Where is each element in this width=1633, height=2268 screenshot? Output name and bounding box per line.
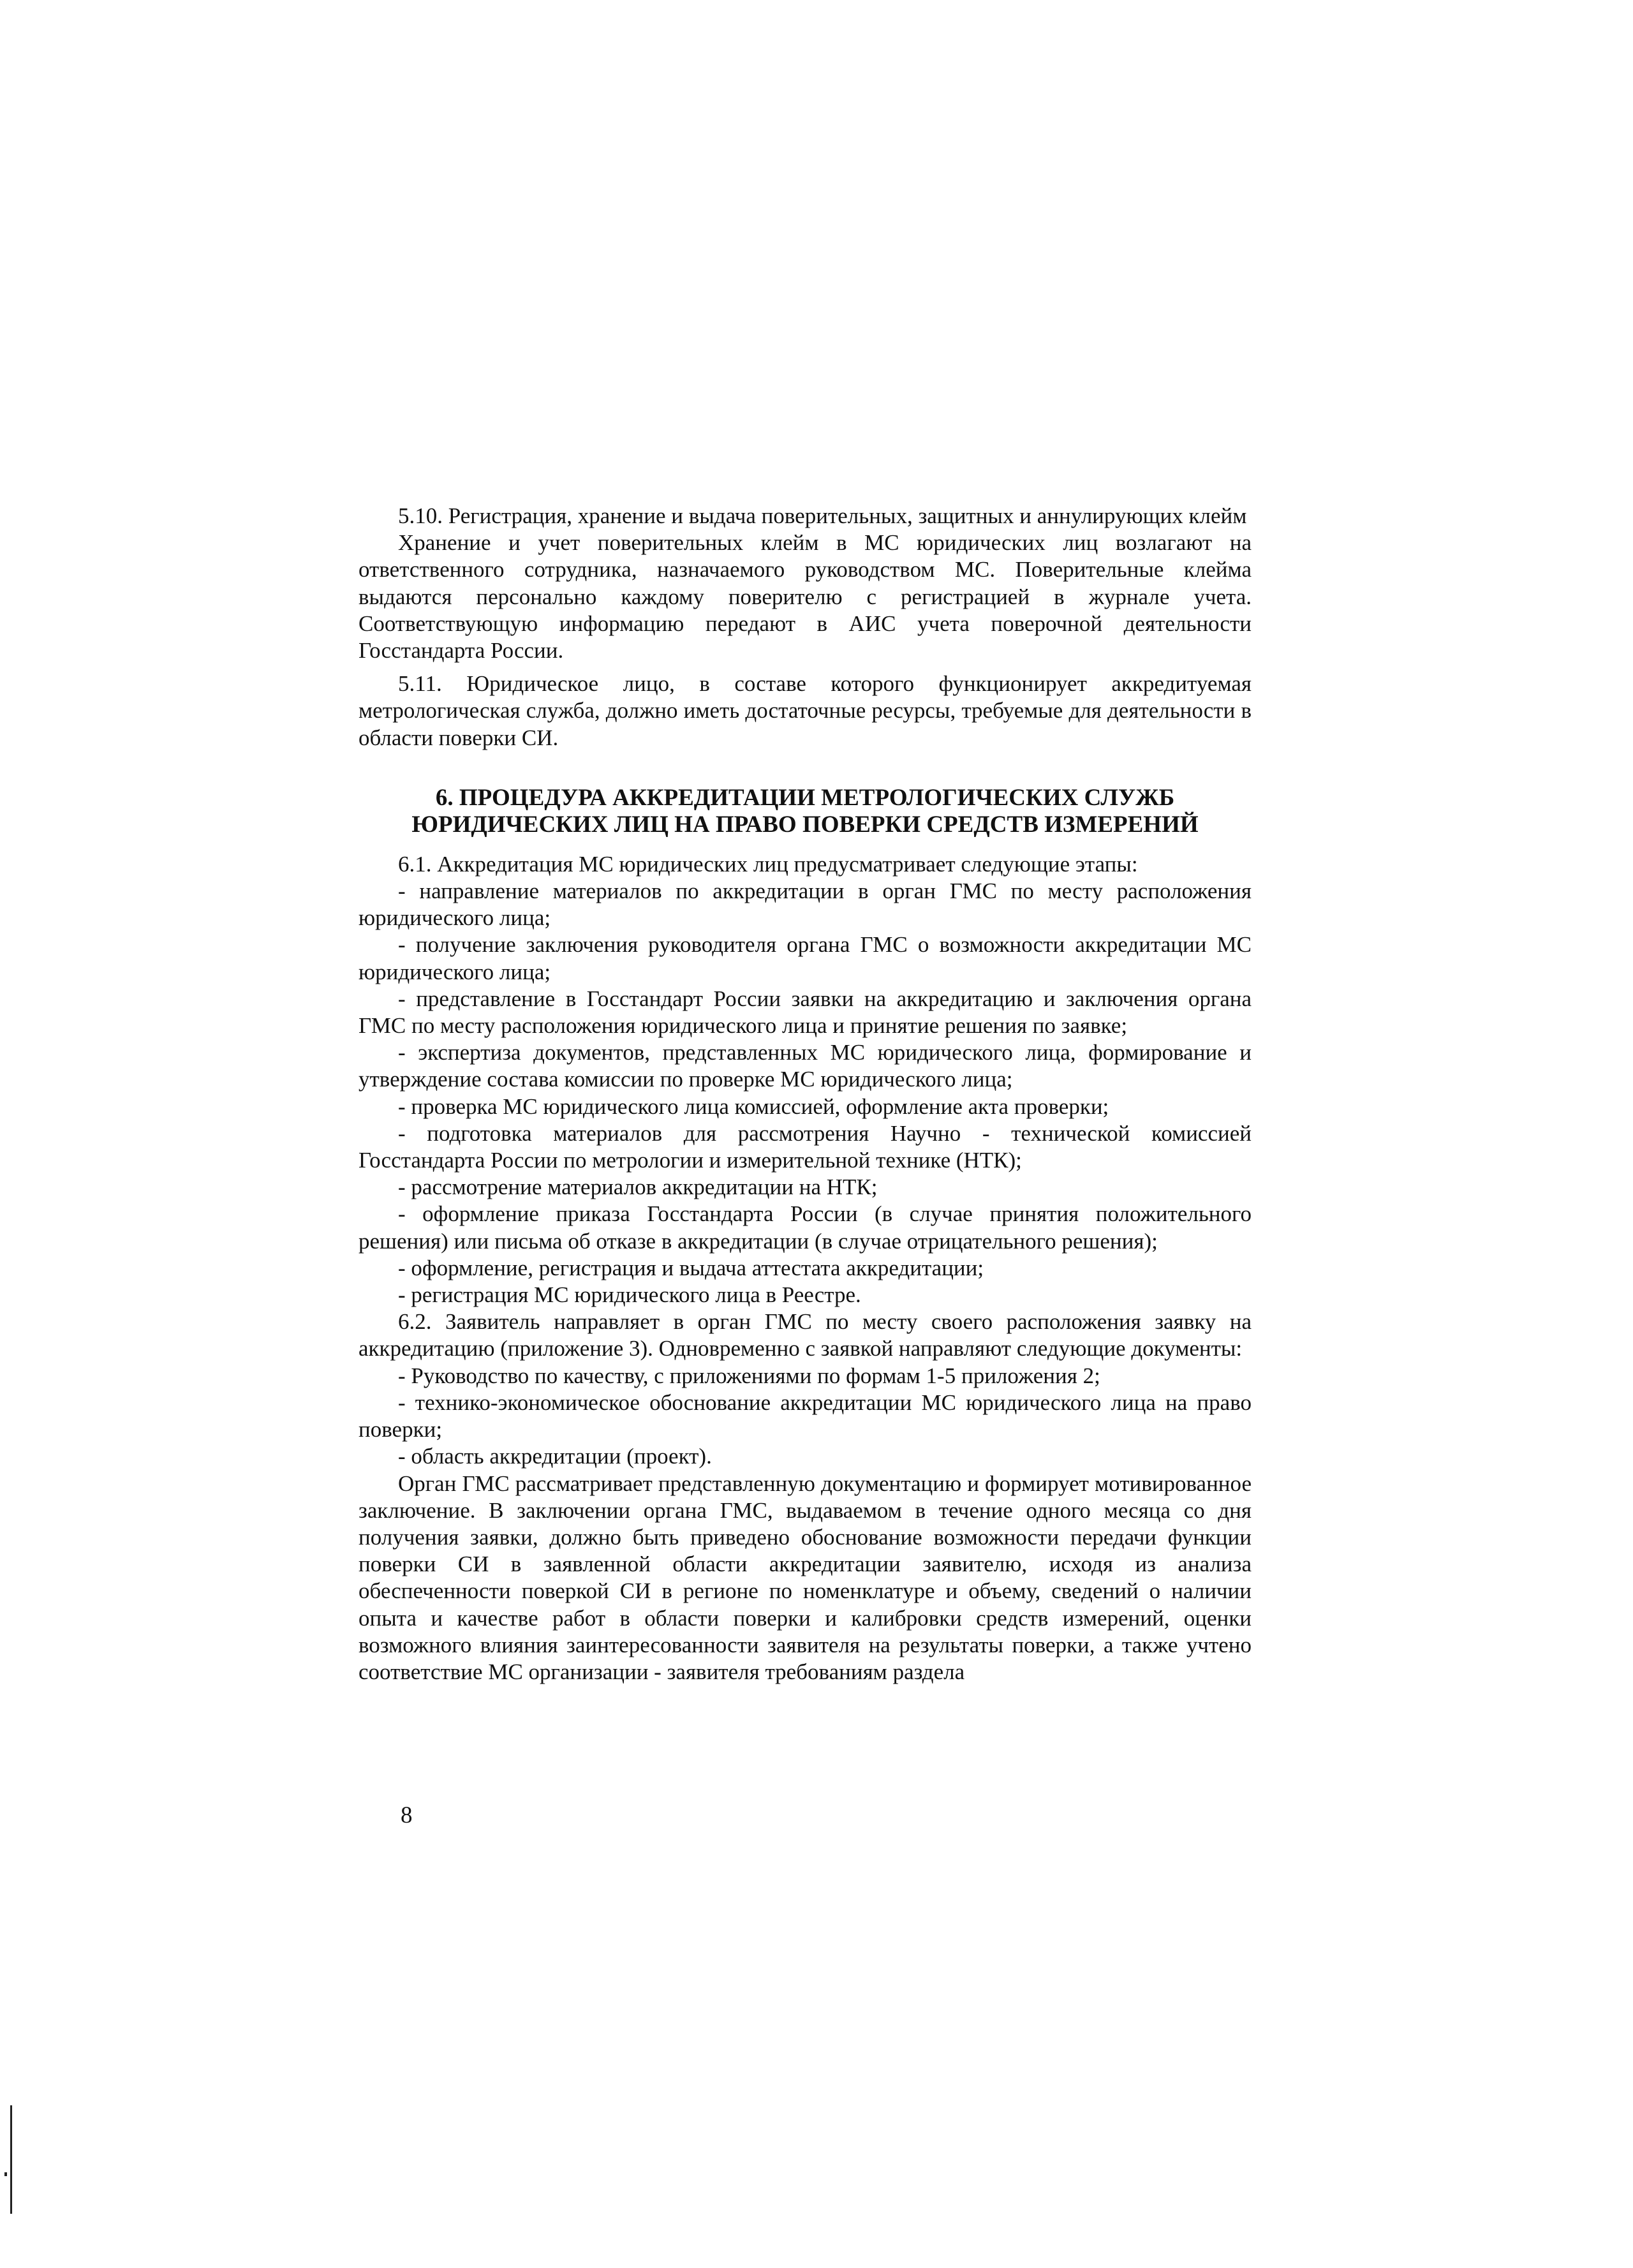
section-6-2-intro: 6.2. Заявитель направляет в орган ГМС по месту своего расположения заявку на аккредитацию (приложение 3). Одновременно с заявкой направляют следующие документы:: [358, 1309, 1252, 1361]
section-5-11: 5.11. Юридическое лицо, в составе которого функционирует аккредитуемая метрологическая служба, должно иметь достаточные ресурсы, требуемые для деятельности в области поверки СИ.: [358, 671, 1252, 750]
stage-item: - экспертиза документов, представленных МС юридического лица, формирование и утверждение состава комиссии по проверке МС юридического лица;: [358, 1040, 1252, 1092]
section-6-1-intro: 6.1. Аккредитация МС юридических лиц предусматривает следующие этапы:: [398, 851, 1138, 877]
section-6-2-body: Орган ГМС рассматривает представленную документацию и формирует мотивированное заключение. В заключении органа ГМС, выдаваемом в течение одного месяца со дня получения заявки, должно быть приведено обоснование возможности передачи функции поверки СИ в заявленной области аккредитации заявителю, исходя из анализа обеспеченности поверкой СИ в регионе по номенклатуре и объему, сведений о наличии опыта и качестве работ в области поверки и калибровки средств измерений, оценки возможного влияния заинтересованности заявителя на результаты поверки, а также учтено соответствие МС организации - заявителя требованиям раздела: [358, 1471, 1252, 1684]
section-5-10-title: 5.10. Регистрация, хранение и выдача поверительных, защитных и аннулирующих клейм: [398, 503, 1247, 528]
scan-edge-dot: [4, 2172, 7, 2176]
section-6-heading: [358, 785, 1252, 838]
stage-item: - получение заключения руководителя органа ГМС о возможности аккредитации МС юридического лица;: [358, 932, 1252, 984]
stage-item: - проверка МС юридического лица комиссией, оформление акта проверки;: [398, 1093, 1109, 1119]
document-body: [358, 503, 1252, 1686]
stage-item: - представление в Госстандарт России заявки на аккредитацию и заключения органа ГМС по месту расположения юридического лица и принятие решения по заявке;: [358, 986, 1252, 1039]
stage-item: - подготовка материалов для рассмотрения Научно - технической комиссией Госстандарта России по метрологии и измерительной технике (НТК);: [358, 1120, 1252, 1173]
section-6-heading-line-2: ЮРИДИЧЕСКИХ ЛИЦ НА ПРАВО ПОВЕРКИ СРЕДСТВ ИЗМЕРЕНИЙ: [411, 811, 1199, 838]
stage-item: - оформление, регистрация и выдача аттестата аккредитации;: [398, 1255, 984, 1280]
page-number: 8: [401, 1802, 413, 1828]
stage-item: - направление материалов по аккредитации в орган ГМС по месту расположения юридического лица;: [358, 878, 1252, 931]
stage-item: - рассмотрение материалов аккредитации на НТК;: [398, 1175, 878, 1200]
stage-item: - регистрация МС юридического лица в Реестре.: [398, 1282, 861, 1308]
document-list-item: - область аккредитации (проект).: [398, 1444, 712, 1469]
section-5-10-body: Хранение и учет поверительных клейм в МС юридических лиц возлагают на ответственного сотрудника, назначаемого руководством МС. Поверительные клейма выдаются персонально каждому поверителю с регистрацией в журнале учета. Соответствующую информацию передают в АИС учета поверочной деятельности Госстандарта России.: [358, 530, 1252, 663]
section-6-heading-line-1: 6. ПРОЦЕДУРА АККРЕДИТАЦИИ МЕТРОЛОГИЧЕСКИХ СЛУЖБ: [435, 784, 1175, 811]
stage-item: - оформление приказа Госстандарта России (в случае принятия положительного решения) или письма об отказе в аккредитации (в случае отрицательного решения);: [358, 1201, 1252, 1254]
document-list-item: - технико-экономическое обоснование аккредитации МС юридического лица на право поверки;: [358, 1390, 1252, 1442]
scan-edge-line: [10, 2105, 12, 2214]
document-list-item: - Руководство по качеству, с приложениями по формам 1-5 приложения 2;: [398, 1363, 1100, 1388]
